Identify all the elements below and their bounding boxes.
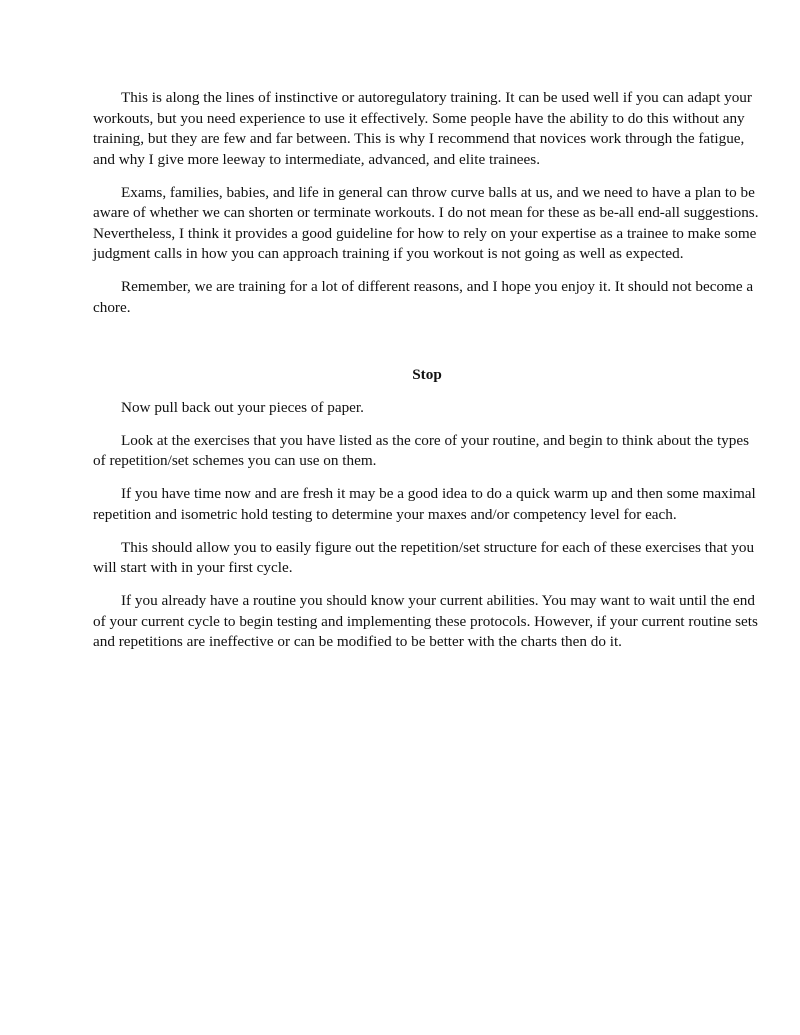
body-paragraph: Now pull back out your pieces of paper.: [121, 398, 364, 416]
body-paragraph: If you have time now and are fresh it may be a good idea to do a quick warm up and then some maximal repetition and isometric hold testing to determine your maxes and/or competency level for each.: [93, 485, 756, 523]
body-paragraph: If you already have a routine you should know your current abilities. You may want to wait until the end of your current cycle to begin testing and implementing these protocols. However, if your current routine sets and repetitions are ineffective or can be modified to be better with the charts then do it.: [93, 592, 758, 650]
document-page: [93, 88, 761, 665]
section-heading: Stop: [412, 365, 442, 383]
body-paragraph: Exams, families, babies, and life in general can throw curve balls at us, and we need to have a plan to be aware of whether we can shorten or terminate workouts. I do not mean for these as be-all end-all suggestions. Nevertheless, I think it provides a good guideline for how to rely on your expertise as a trainee to make some judgment calls in how you can approach training if you workout is not going as well as expected.: [93, 183, 759, 262]
body-paragraph: Remember, we are training for a lot of different reasons, and I hope you enjoy it. It should not become a chore.: [93, 278, 754, 316]
section-spacer: [93, 331, 761, 365]
body-paragraph: This is along the lines of instinctive or autoregulatory training. It can be used well if you can adapt your workouts, but you need experience to use it effectively. Some people have the ability to do this without any training, but they are few and far between. This is why I recommend that novices work through the fatigue, and why I give more leeway to intermediate, advanced, and elite trainees.: [93, 89, 752, 168]
body-paragraph: This should allow you to easily figure out the repetition/set structure for each of these exercises that you will start with in your first cycle.: [93, 538, 755, 576]
body-paragraph: Look at the exercises that you have listed as the core of your routine, and begin to think about the types of repetition/set schemes you can use on them.: [93, 431, 749, 469]
